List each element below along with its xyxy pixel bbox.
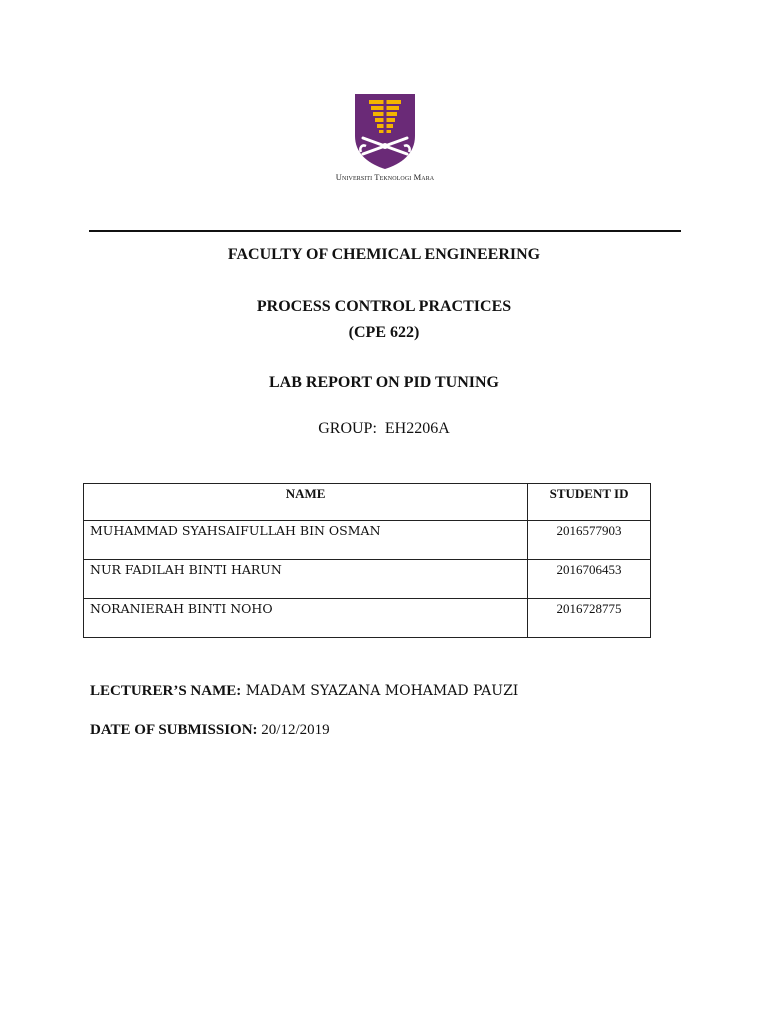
column-header-student-id: STUDENT ID: [528, 484, 651, 521]
table-row: [84, 560, 651, 599]
table-row: [84, 521, 651, 560]
group-label: GROUP: EH2206A: [318, 420, 450, 437]
course-code: (CPE 622): [348, 324, 420, 341]
header-divider: [89, 230, 681, 232]
lecturer-line: [90, 681, 518, 701]
column-header-name: NAME: [84, 484, 528, 521]
submission-line: [90, 720, 330, 740]
lecturer-name: MADAM SYAZANA MOHAMAD PAUZI: [241, 683, 519, 699]
submission-date: 20/12/2019: [257, 722, 330, 738]
member-student-id: 2016728775: [528, 599, 651, 638]
member-name: NORANIERAH BINTI NOHO: [84, 599, 528, 638]
uitm-crest-icon: [353, 92, 417, 170]
member-student-id: 2016706453: [528, 560, 651, 599]
member-student-id: 2016577903: [528, 521, 651, 560]
member-name: NUR FADILAH BINTI HARUN: [84, 560, 528, 599]
report-title: LAB REPORT ON PID TUNING: [269, 374, 499, 391]
members-table: [83, 483, 651, 638]
faculty-heading: FACULTY OF CHEMICAL ENGINEERING: [227, 246, 541, 263]
member-name: MUHAMMAD SYAHSAIFULLAH BIN OSMAN: [84, 521, 528, 560]
table-header-row: [84, 484, 651, 521]
course-title: PROCESS CONTROL PRACTICES: [256, 298, 512, 315]
logo: [322, 92, 448, 170]
submission-label: DATE OF SUBMISSION:: [90, 722, 258, 738]
table-row: [84, 599, 651, 638]
lecturer-label: LECTURER’S NAME:: [90, 683, 242, 699]
university-name: Universiti Teknologi Mara: [335, 172, 435, 182]
